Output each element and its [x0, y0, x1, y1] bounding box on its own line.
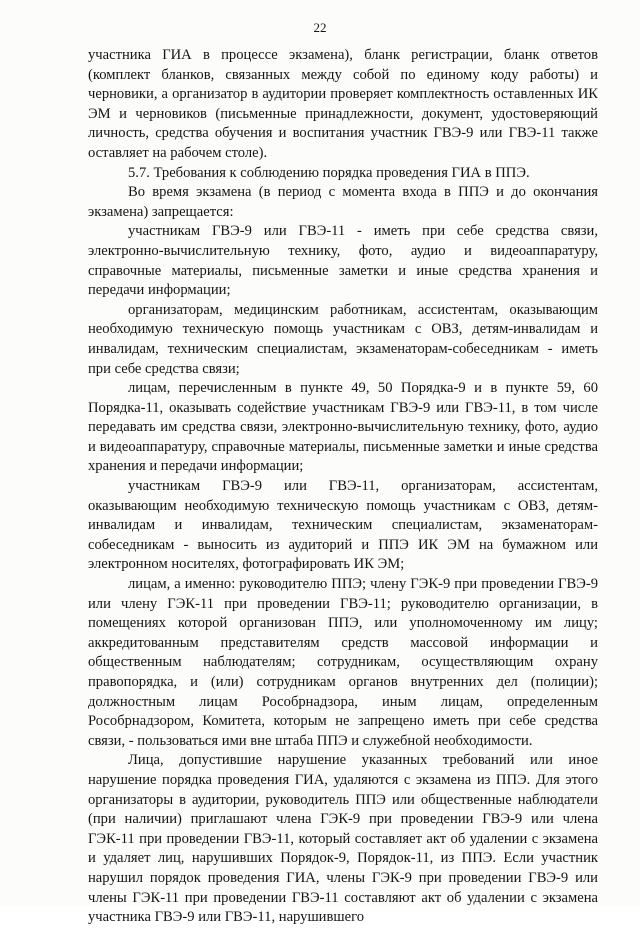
- document-body: [88, 46, 598, 928]
- paragraph-officials-communication: лицам, а именно: руководителю ППЭ; члену ГЭК-9 при проведении ГВЭ-9 или члену ГЭК-11 при проведении ГВЭ-11; руководителю организации, в помещениях которой организован ППЭ, или уполномоченному им лицу; аккредитованным представителям средств массовой информации и общественным наблюдателям; сотрудникам, осуществляющим охрану правопорядка, и (или) сотрудникам органов внутренних дел (полиции); должностным лицам Рособрнадзора, иным лицам, определенным Рособрнадзором, Комитета, которым не запрещено иметь при себе средства связи, - пользоваться ими вне штаба ППЭ и служебной необходимости.: [88, 576, 598, 749]
- paragraph-violations: Лица, допустившие нарушение указанных требований или иное нарушение порядка проведения ГИА, удаляются с экзамена из ППЭ. Для этого организаторы в аудитории, руководитель ППЭ или общественные наблюдатели (при наличии) приглашают члена ГЭК-9 при проведении ГВЭ-9 или члена ГЭК-11 при проведении ГВЭ-11, который составляет акт об удалении с экзамена и удаляет лиц, нарушивших Порядок-9, Порядок-11, из ППЭ. Если участник нарушил порядок проведения ГИА, члены ГЭК-9 при проведении ГВЭ-9 или члены ГЭК-11 при проведении ГВЭ-11 составляют акт об удалении с экзамена участника ГВЭ-9 или ГВЭ-11, нарушившего: [88, 752, 598, 926]
- paragraph-persons-assistance: лицам, перечисленным в пункте 49, 50 Порядка-9 и в пункте 59, 60 Порядка-11, оказывать содействие участникам ГВЭ-9 или ГВЭ-11, в том числе передавать им средства связи, электронно-вычислительную технику, фото, аудио и видеоаппаратуру, справочные материалы, письменные заметки и иные средства хранения и передачи информации;: [88, 380, 598, 475]
- section-heading-5-7: 5.7. Требования к соблюдению порядка проведения ГИА в ППЭ.: [128, 164, 530, 181]
- paragraph-continuation: участника ГИА в процессе экзамена), бланк регистрации, бланк ответов (комплект бланков, связанных между собой по единому коду работы) и черновики, а организатор в аудитории проверяет комплектность оставленных ИК ЭМ и черновиков (письменные принадлежности, документ, удостоверяющий личность, средства обучения и воспитания участник ГВЭ-9 или ГВЭ-11 также оставляет на рабочем столе).: [88, 47, 598, 161]
- paragraph-organizers: организаторам, медицинским работникам, ассистентам, оказывающим необходимую техническую помощь участникам с ОВЗ, детям-инвалидам и инвалидам, техническим специалистам, экзаменаторам-собеседникам - иметь при себе средства связи;: [88, 301, 598, 377]
- paragraph-removal-materials: участникам ГВЭ-9 или ГВЭ-11, организаторам, ассистентам, оказывающим необходимую техническую помощь участникам с ОВЗ, детям-инвалидам и инвалидам, техническим специалистам, экзаменаторам-собеседникам - выносить из аудиторий и ППЭ ИК ЭМ на бумажном или электронном носителях, фотографировать ИК ЭМ;: [88, 478, 598, 573]
- paragraph-participants: участникам ГВЭ-9 или ГВЭ-11 - иметь при себе средства связи, электронно-вычислительную технику, фото, аудио и видеоаппаратуру, справочные материалы, письменные заметки и иные средства хранения и передачи информации;: [88, 223, 598, 299]
- paragraph-prohibition-intro: Во время экзамена (в период с момента входа в ППЭ и до окончания экзамена) запрещается:: [88, 184, 598, 220]
- page-number: 22: [313, 20, 327, 35]
